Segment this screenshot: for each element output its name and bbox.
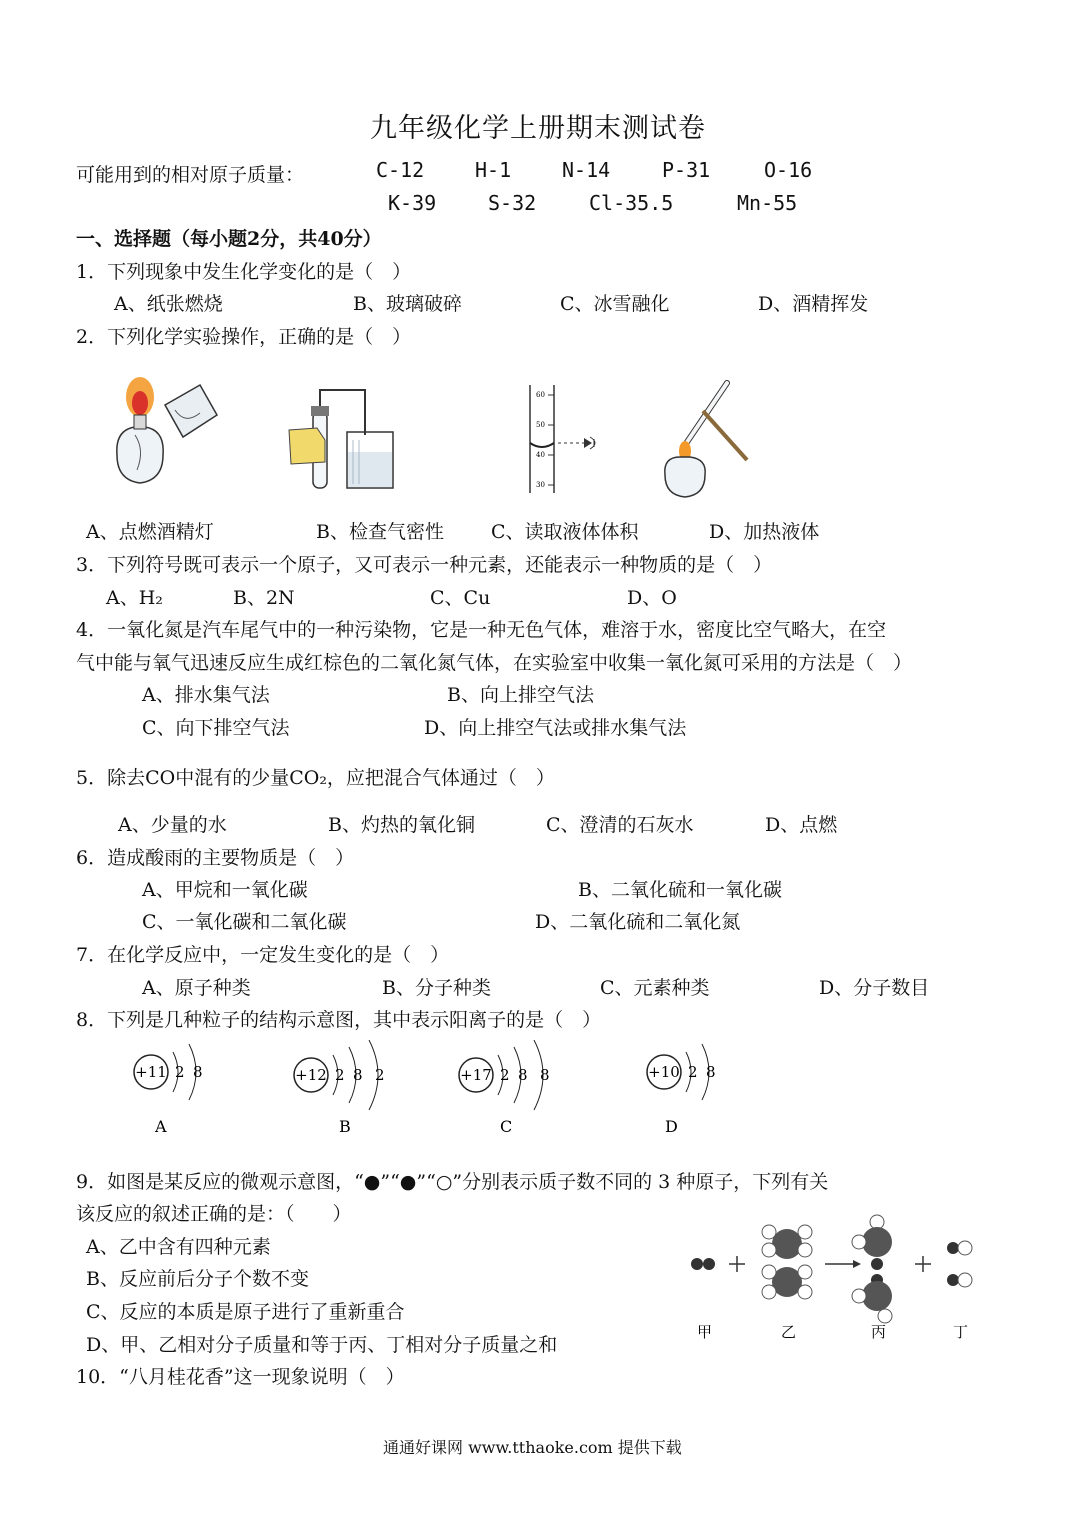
particle-label: D	[665, 1117, 678, 1136]
q1-option-c: C、冰雪融化	[560, 293, 670, 315]
q6-option-c: C、一氧化碳和二氧化碳	[142, 911, 347, 933]
scale-tick-40: 40	[536, 451, 545, 459]
q2-option-a: A、点燃酒精灯	[86, 521, 214, 543]
nucleus-charge: +12	[295, 1066, 327, 1084]
q5-option-d: D、点燃	[765, 814, 838, 836]
plus-icon	[729, 1256, 745, 1272]
q4-option-c: C、向下排空气法	[142, 717, 290, 739]
q2-option-d: D、加热液体	[709, 521, 820, 543]
shell-count-1: 2	[175, 1063, 185, 1081]
nucleus-charge: +10	[648, 1063, 680, 1081]
section-heading: 一、选择题（每小题2分，共40分）	[76, 228, 382, 250]
hand-icon	[289, 428, 325, 464]
q1-option-b: B、玻璃破碎	[353, 293, 462, 315]
q8-stem: 8．下列是几种粒子的结构示意图，其中表示阳离子的是（ ）	[76, 1009, 602, 1031]
q10-stem: 10．“八月桂花香”这一现象说明（ ）	[76, 1366, 405, 1388]
particle-label: C	[500, 1117, 513, 1136]
small-dark-atom-icon	[691, 1258, 703, 1270]
q4-line-2: 气中能与氧气迅速反应生成红棕色的二氧化氮气体，在实验室中收集一氧化氮可采用的方法是（ ）	[76, 652, 913, 674]
q2-option-c: C、读取液体体积	[491, 521, 639, 543]
q3-option-b: B、2N	[233, 587, 295, 609]
q4-option-b: B、向上排空气法	[447, 684, 594, 706]
atomic-mass-n: N-14	[562, 158, 611, 182]
q3-stem: 3．下列符号既可表示一个原子，又可表示一种元素，还能表示一种物质的是（ ）	[76, 554, 773, 576]
atomic-mass-label: 可能用到的相对原子质量：	[76, 164, 305, 186]
scale-tick-30: 30	[536, 481, 545, 489]
shell-count-1: 2	[335, 1066, 345, 1084]
shell-count-1: 2	[688, 1063, 698, 1081]
particle-b-diagram	[285, 1040, 405, 1140]
q3-option-d: D、O	[627, 587, 677, 609]
q7-option-c: C、元素种类	[600, 977, 710, 999]
label-jia: 甲	[697, 1323, 713, 1341]
q9-option-c: C、反应的本质是原子进行了重新重合	[86, 1301, 405, 1323]
q2-stem: 2．下列化学实验操作，正确的是（ ）	[76, 326, 412, 348]
q4-line-1: 4．一氧化氮是汽车尾气中的一种污染物，它是一种无色气体，难溶于水，密度比空气略大，在空	[76, 619, 887, 641]
test-tube-holder-icon	[703, 411, 747, 460]
q6-option-b: B、二氧化硫和一氧化碳	[578, 879, 782, 901]
volume-reading-figure	[520, 385, 630, 495]
q4-option-d: D、向上排空气法或排水集气法	[424, 717, 687, 739]
q9-line-2: 该反应的叙述正确的是：（ ）	[76, 1203, 352, 1225]
shell-count-2: 8	[706, 1063, 716, 1081]
second-lamp-icon	[165, 385, 217, 437]
q2-option-b: B、检查气密性	[316, 521, 444, 543]
q7-option-a: A、原子种类	[142, 977, 251, 999]
alcohol-lamp-icon	[665, 457, 705, 497]
atomic-mass-mn: Mn-55	[737, 191, 798, 215]
particle-label: A	[155, 1117, 167, 1136]
shell-count-2: 8	[193, 1063, 203, 1081]
nucleus-charge: +17	[460, 1066, 492, 1084]
atomic-mass-k: K-39	[388, 191, 437, 215]
atomic-mass-c: C-12	[376, 158, 425, 182]
shell-count-2: 8	[353, 1066, 363, 1084]
shell-count-2: 8	[518, 1066, 528, 1084]
q5-option-c: C、澄清的石灰水	[546, 814, 694, 836]
q6-stem: 6．造成酸雨的主要物质是（ ）	[76, 847, 355, 869]
label-bing: 丙	[871, 1323, 887, 1341]
q6-option-d: D、二氧化硫和二氧化氮	[535, 911, 741, 933]
q6-option-a: A、甲烷和一氧化碳	[142, 879, 308, 901]
airtightness-check-figure	[285, 380, 405, 500]
atomic-mass-o: O-16	[764, 158, 813, 182]
q7-stem: 7．在化学反应中，一定发生变化的是（ ）	[76, 944, 450, 966]
q9-option-b: B、反应前后分子个数不变	[86, 1268, 309, 1290]
q3-option-c: C、Cu	[430, 587, 491, 609]
q7-option-d: D、分子数目	[819, 977, 930, 999]
q1-option-a: A、纸张燃烧	[114, 293, 223, 315]
reaction-diagram	[685, 1210, 985, 1345]
q1-stem: 1．下列现象中发生化学变化的是（ ）	[76, 261, 412, 283]
plus-icon	[915, 1256, 931, 1272]
label-yi: 乙	[781, 1323, 797, 1341]
q9-line-1: 9．如图是某反应的微观示意图，“●”“●”“○”分别表示质子数不同的 3 种原子，下列有关	[76, 1171, 829, 1193]
q9-option-d: D、甲、乙相对分子质量和等于丙、丁相对分子质量之和	[86, 1334, 558, 1356]
shell-count-3: 8	[540, 1066, 550, 1084]
q5-option-b: B、灼热的氧化铜	[328, 814, 475, 836]
q4-option-a: A、排水集气法	[142, 684, 270, 706]
shell-count-1: 2	[500, 1066, 510, 1084]
q3-option-a: A、H₂	[106, 587, 163, 609]
atomic-mass-cl: Cl-35.5	[589, 191, 674, 215]
nucleus-charge: +11	[135, 1063, 167, 1081]
particle-label: B	[339, 1117, 351, 1136]
q9-option-a: A、乙中含有四种元素	[86, 1236, 271, 1258]
particle-c-diagram	[450, 1040, 570, 1140]
page-title: 九年级化学上册期末测试卷	[370, 113, 706, 144]
q5-option-a: A、少量的水	[118, 814, 227, 836]
heating-liquid-figure	[655, 375, 765, 500]
small-dark-atom-icon	[703, 1258, 715, 1270]
particle-d-diagram	[638, 1040, 738, 1140]
lamp-lighting-figure	[105, 375, 225, 500]
q7-option-b: B、分子种类	[382, 977, 491, 999]
q5-stem: 5．除去CO中混有的少量CO₂，应把混合气体通过（ ）	[76, 767, 555, 789]
atomic-mass-h: H-1	[475, 158, 512, 182]
q1-option-d: D、酒精挥发	[758, 293, 869, 315]
scale-tick-50: 50	[536, 421, 545, 429]
atomic-mass-s: S-32	[488, 191, 537, 215]
large-dark-atom-icon	[772, 1267, 802, 1297]
scale-tick-60: 60	[536, 391, 545, 399]
particle-a-diagram	[125, 1040, 225, 1140]
alcohol-lamp-icon	[117, 427, 163, 483]
footer: 通通好课网 www.tthaoke.com 提供下载	[383, 1438, 682, 1457]
shell-count-3: 2	[375, 1066, 385, 1084]
label-ding: 丁	[953, 1323, 969, 1341]
atomic-mass-p: P-31	[662, 158, 711, 182]
large-dark-atom-icon	[772, 1229, 802, 1259]
